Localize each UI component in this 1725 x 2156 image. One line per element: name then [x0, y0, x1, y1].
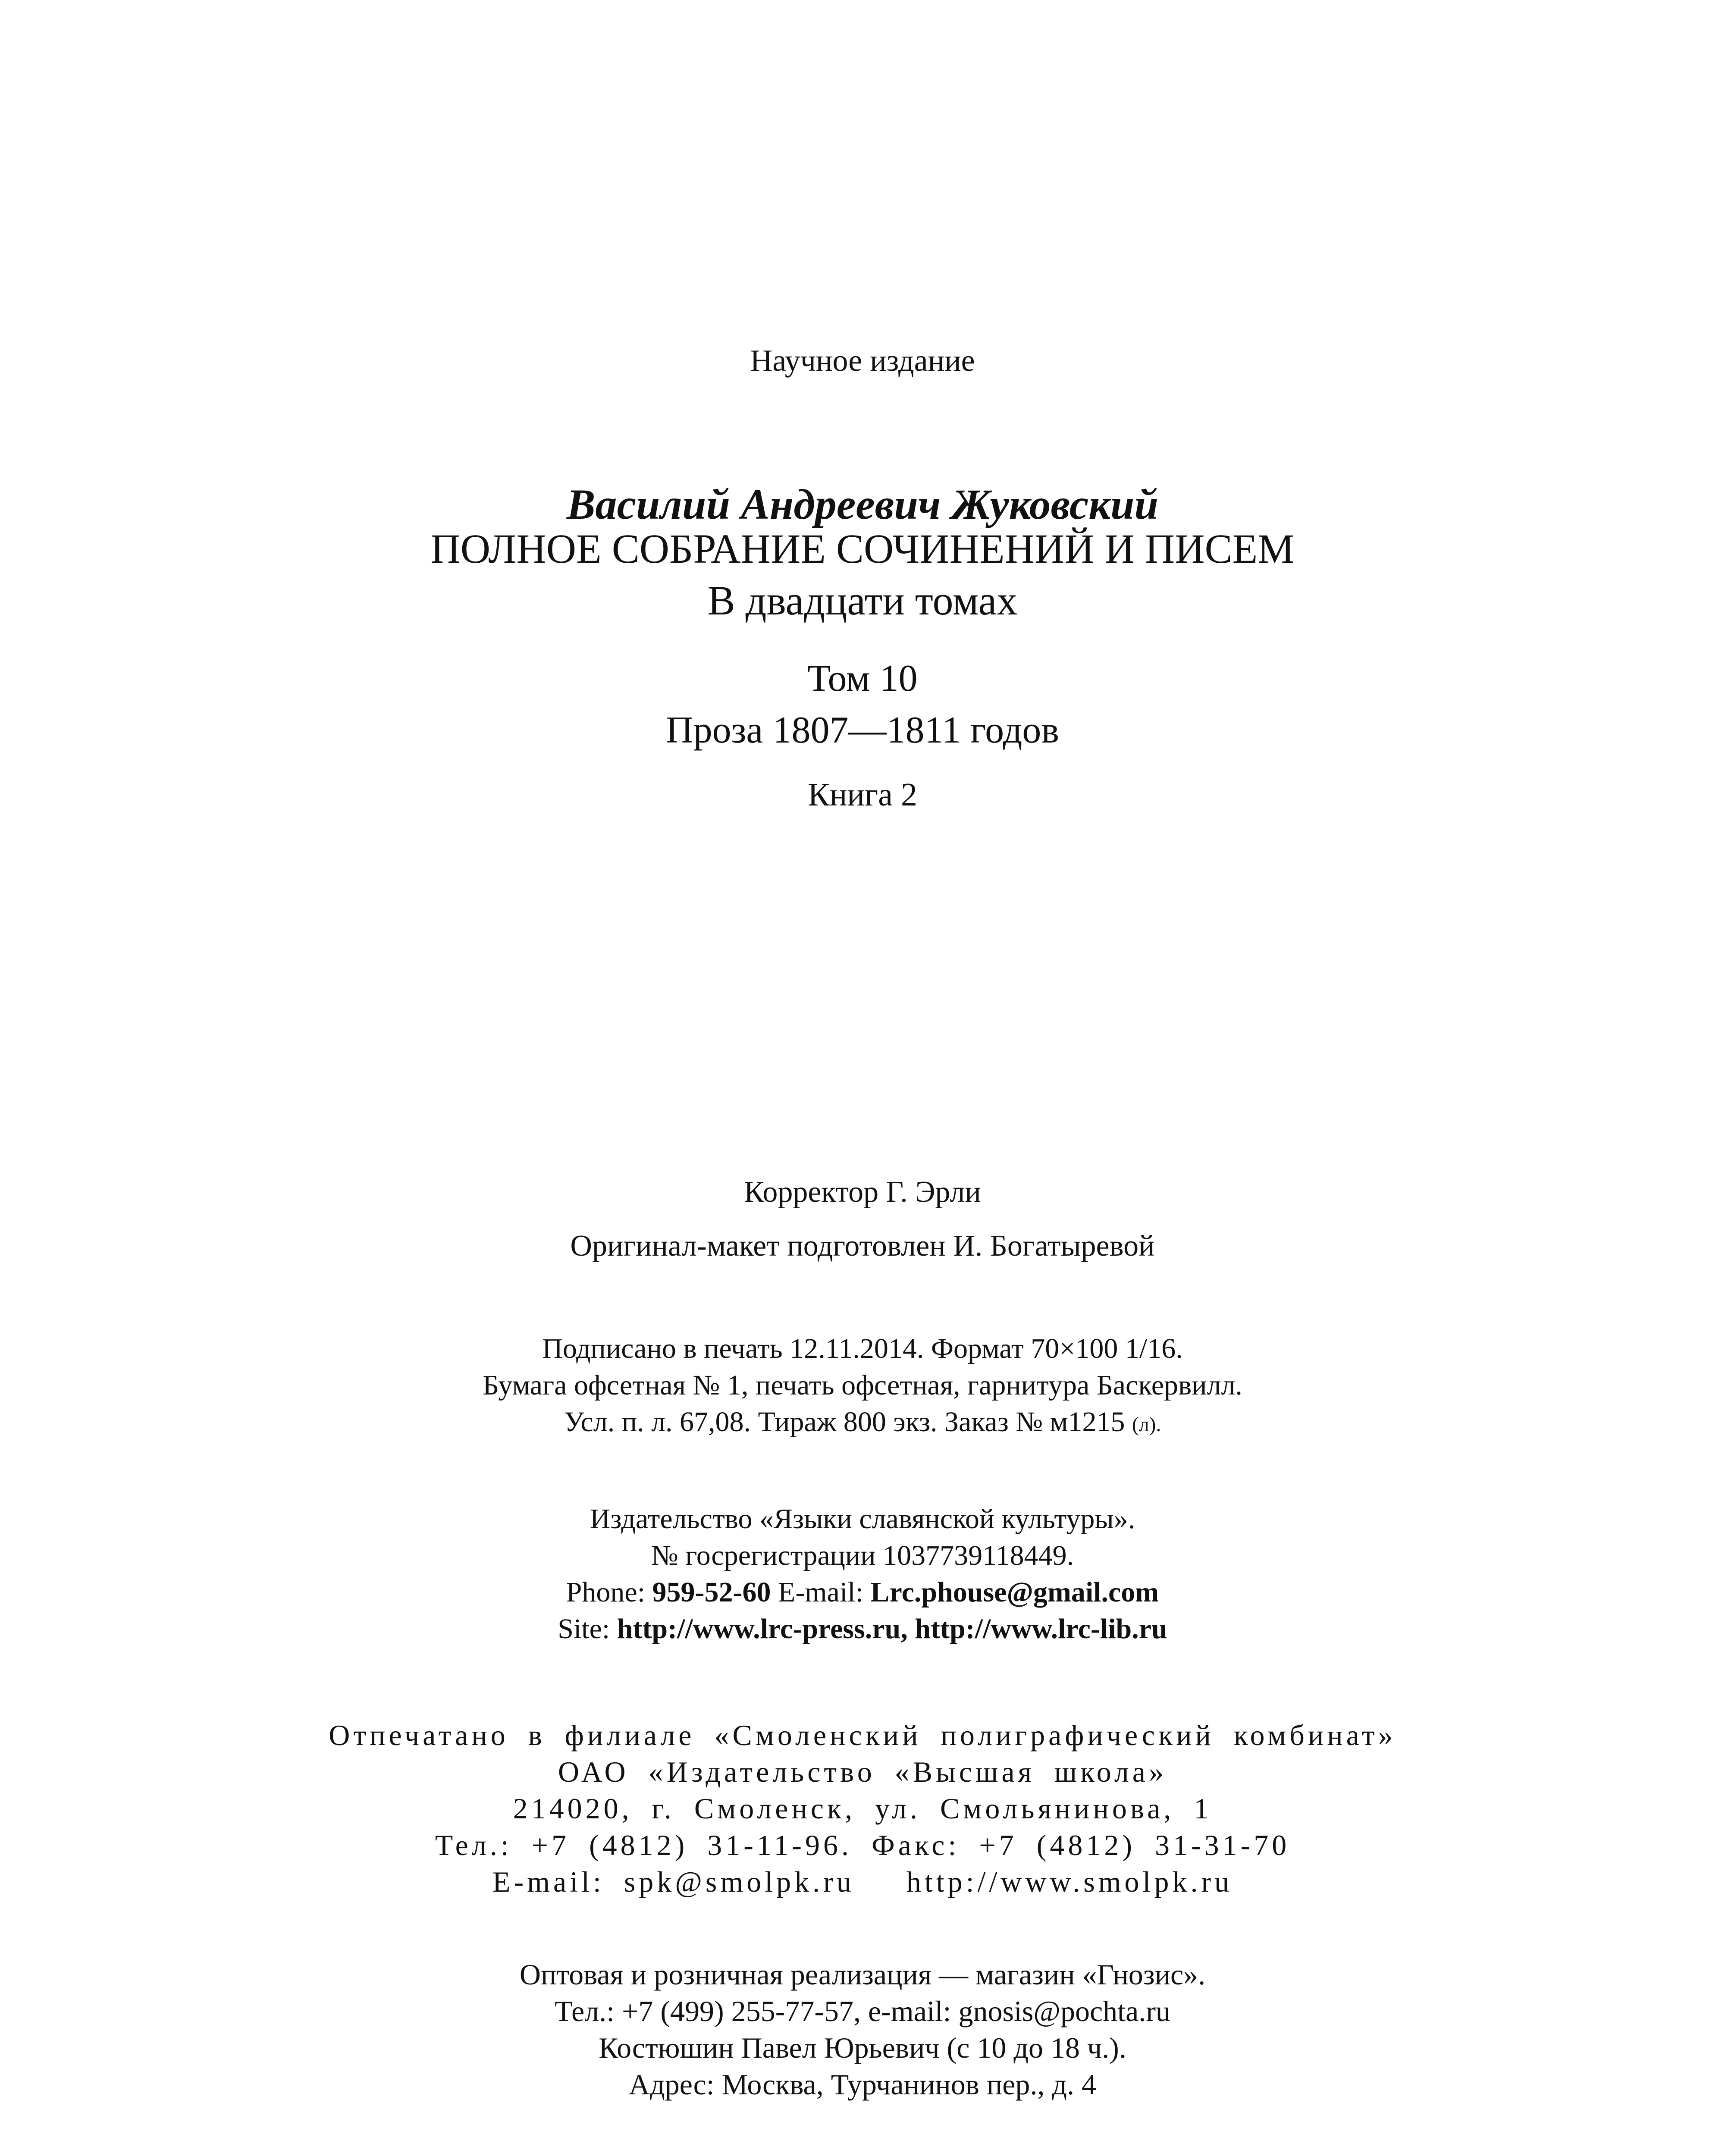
retail-line-1: Оптовая и розничная реализация — магазин «Гнозис».	[519, 1958, 1206, 1991]
author-name: Василий Андреевич Жуковский	[566, 480, 1159, 528]
print-info-line-3-suffix: (л).	[1132, 1413, 1161, 1436]
printer-email: E-mail: spk@smolpk.ru	[492, 1865, 855, 1898]
publisher-name: Издательство «Языки славянской культуры».	[590, 1503, 1135, 1535]
volume-number: Том 10	[807, 658, 918, 699]
edition-type: Научное издание	[750, 343, 975, 378]
printer-line-2: ОАО «Издательство «Высшая школа»	[558, 1755, 1167, 1788]
collection-subtitle: В двадцати томах	[707, 577, 1018, 624]
printer-line-1: Отпечатано в филиале «Смоленский полиграфический комбинат»	[329, 1719, 1396, 1752]
publisher-email: Lrc.phouse@gmail.com	[870, 1576, 1159, 1608]
phone-label: Phone:	[566, 1576, 646, 1608]
print-info-line-2: Бумага офсетная № 1, печать офсетная, гарнитура Баскервилл.	[483, 1369, 1242, 1401]
retail-address: Адрес: Москва, Турчанинов пер., д. 4	[628, 2068, 1096, 2101]
print-info-line-3	[0, 1408, 1725, 1436]
printer-web	[0, 1867, 1725, 1896]
site-label: Site:	[558, 1613, 610, 1645]
layout-credit: Оригинал-макет подготовлен И. Богатыревой	[570, 1229, 1155, 1263]
collection-title: ПОЛНОЕ СОБРАНИЕ СОЧИНЕНИЙ И ПИСЕМ	[430, 526, 1295, 572]
publisher-contacts	[0, 1578, 1725, 1607]
print-info-line-1: Подписано в печать 12.11.2014. Формат 70×100 1/16.	[542, 1333, 1183, 1364]
printer-site: http://www.smolpk.ru	[906, 1865, 1233, 1898]
retail-contacts: Тел.: +7 (499) 255-77-57, e-mail: gnosis@pochta.ru	[555, 1995, 1170, 2028]
book-number: Книга 2	[808, 777, 917, 813]
volume-title: Проза 1807—1811 годов	[666, 709, 1059, 751]
printer-address: 214020, г. Смоленск, ул. Смольянинова, 1	[513, 1792, 1212, 1825]
corrector-credit: Корректор Г. Эрли	[744, 1175, 981, 1209]
retail-contact-person: Костюшин Павел Юрьевич (с 10 до 18 ч.).	[599, 2031, 1126, 2064]
publisher-registration: № госрегистрации 1037739118449.	[651, 1540, 1074, 1571]
publisher-sites	[0, 1615, 1725, 1643]
email-label: E-mail:	[778, 1576, 863, 1608]
print-info-line-3-main: Усл. п. л. 67,08. Тираж 800 экз. Заказ № м1215	[564, 1406, 1125, 1438]
publisher-site-links: http://www.lrc-press.ru, http://www.lrc-lib.ru	[617, 1613, 1167, 1645]
publisher-phone: 959-52-60	[652, 1576, 771, 1608]
printer-phones: Тел.: +7 (4812) 31-11-96. Факс: +7 (4812) 31-31-70	[435, 1829, 1290, 1861]
